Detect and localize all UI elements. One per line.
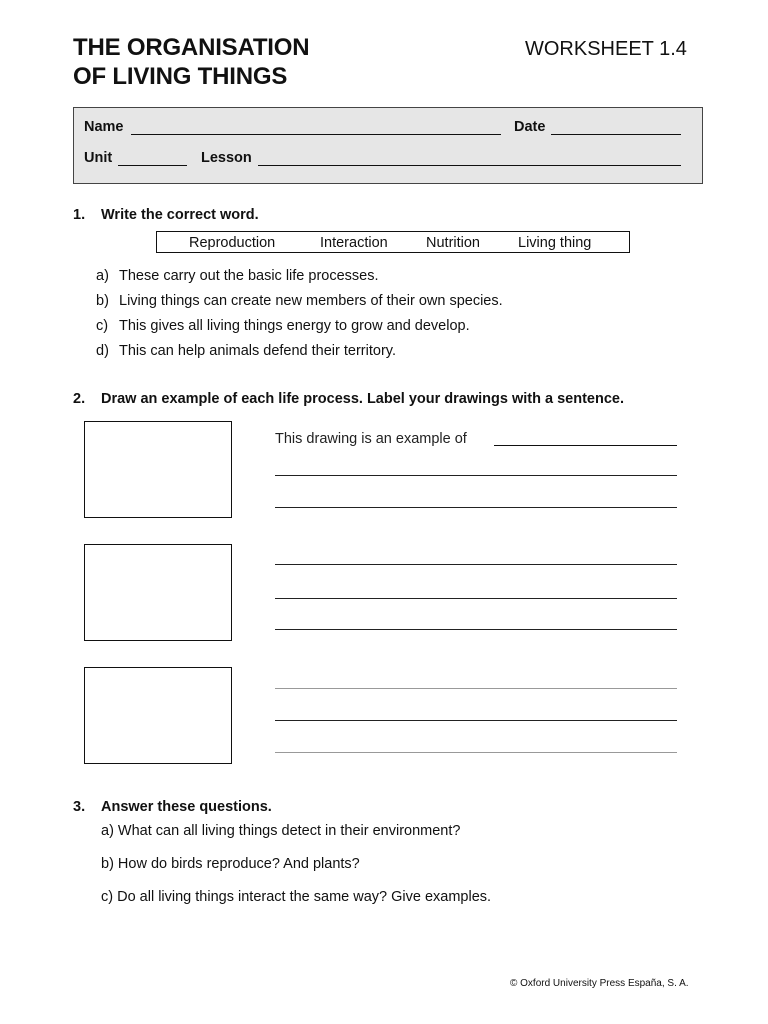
answer-line[interactable] <box>275 752 677 753</box>
q1-item-text: This gives all living things energy to grow and develop. <box>119 318 470 334</box>
unit-label: Unit <box>84 150 113 166</box>
q1-item-letter: a) <box>96 268 109 284</box>
q3-number: 3. <box>73 799 86 815</box>
answer-line[interactable] <box>275 564 677 565</box>
name-label: Name <box>84 119 124 135</box>
q1-item-text: This can help animals defend their territory. <box>119 343 396 359</box>
answer-line[interactable] <box>275 475 677 476</box>
q2-prompt: Draw an example of each life process. Label your drawings with a sentence. <box>101 391 624 407</box>
lesson-field[interactable] <box>258 165 681 166</box>
q1-number: 1. <box>73 207 86 223</box>
word-bank-item: Reproduction <box>189 235 276 251</box>
word-bank-item: Living thing <box>518 235 592 251</box>
answer-line[interactable] <box>275 688 677 689</box>
q3-item: a) What can all living things detect in their environment? <box>101 823 461 839</box>
q3-item: c) Do all living things interact the same way? Give examples. <box>101 889 492 905</box>
answer-line[interactable] <box>275 629 677 630</box>
drawing-box-3[interactable] <box>84 667 232 764</box>
sample-sentence: This drawing is an example of <box>275 431 467 447</box>
answer-line[interactable] <box>275 598 677 599</box>
worksheet-title <box>73 33 309 91</box>
q1-item-letter: c) <box>96 318 109 334</box>
worksheet-number: WORKSHEET 1.4 <box>525 38 687 60</box>
copyright-notice: © Oxford University Press España, S. A. <box>510 978 689 989</box>
q1-item-letter: d) <box>96 343 109 359</box>
q1-prompt: Write the correct word. <box>101 207 259 223</box>
q3-item: b) How do birds reproduce? And plants? <box>101 856 360 872</box>
q1-item-letter: b) <box>96 293 109 309</box>
date-label: Date <box>514 119 546 135</box>
answer-line[interactable] <box>275 720 677 721</box>
name-field[interactable] <box>131 134 501 135</box>
word-bank-item: Interaction <box>320 235 388 251</box>
drawing-box-2[interactable] <box>84 544 232 641</box>
q1-item-text: Living things can create new members of their own species. <box>119 293 503 309</box>
answer-line[interactable] <box>275 507 677 508</box>
title-line-2: OF LIVING THINGS <box>73 63 288 90</box>
drawing-box-1[interactable] <box>84 421 232 518</box>
lesson-label: Lesson <box>201 150 252 166</box>
q2-number: 2. <box>73 391 86 407</box>
q1-item-text: These carry out the basic life processes. <box>119 268 379 284</box>
student-info-box <box>73 107 703 184</box>
q3-prompt: Answer these questions. <box>101 799 272 815</box>
unit-field[interactable] <box>118 165 187 166</box>
title-line-1: THE ORGANISATION <box>73 34 310 61</box>
date-field[interactable] <box>551 134 681 135</box>
sample-answer-line[interactable] <box>494 445 677 446</box>
word-bank-item: Nutrition <box>426 235 480 251</box>
